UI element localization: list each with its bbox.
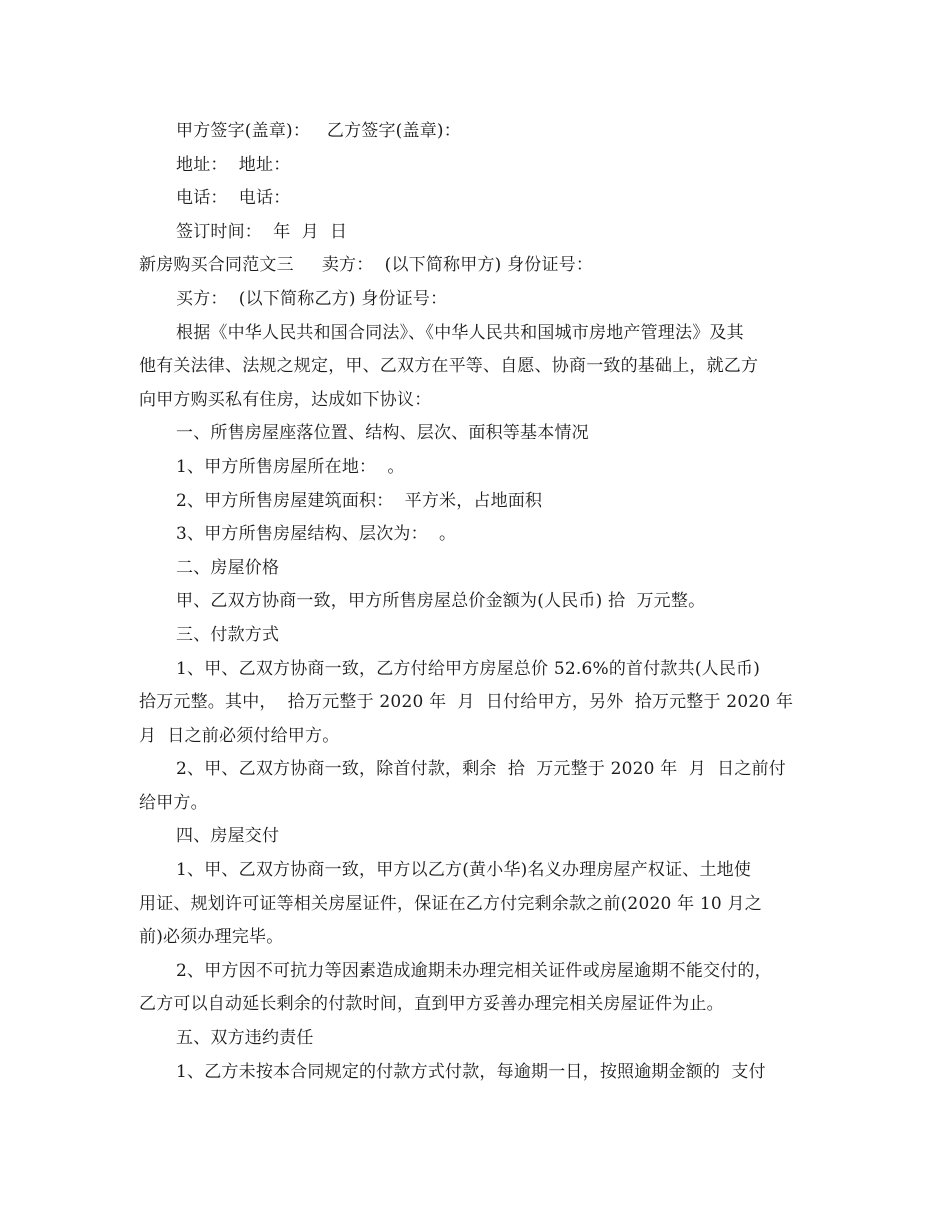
text-line: 3、甲方所售房屋结构、层次为： 。: [176, 524, 457, 545]
text-line: 根据《中华人民共和国合同法》、《中华人民共和国城市房地产管理法》及其: [176, 322, 744, 343]
section-heading: 五、双方违约责任: [176, 1028, 314, 1049]
text-line: 1、甲、乙双方协商一致，乙方付给甲方房屋总价 52.6%的首付款共(人民币): [176, 658, 761, 679]
text-line: 给甲方。: [139, 792, 208, 813]
text-line: 地址： 地址：: [176, 154, 291, 175]
text-line: 2、甲方所售房屋建筑面积： 平方米，占地面积: [176, 490, 543, 511]
text-line: 新房购买合同范文三 卖方： (以下简称甲方) 身份证号：: [139, 255, 594, 276]
text-line: 他有关法律、法规之规定，甲、乙双方在平等、自愿、协商一致的基础上，就乙方: [139, 356, 759, 377]
text-line: 1、甲方所售房屋所在地： 。: [176, 456, 405, 477]
section-heading: 四、房屋交付: [176, 826, 280, 847]
section-heading: 一、所售房屋座落位置、结构、层次、面积等基本情况: [176, 423, 589, 444]
text-line: 用证、规划许可证等相关房屋证件，保证在乙方付完剩余款之前(2020 年 10 月之: [139, 893, 762, 914]
text-line: 1、甲、乙双方协商一致，甲方以乙方(黄小华)名义办理房屋产权证、土地使: [176, 860, 752, 881]
text-line: 签订时间： 年 月 日: [176, 221, 348, 242]
text-line: 甲方签字(盖章)： 乙方签字(盖章)：: [176, 121, 461, 141]
section-heading: 三、付款方式: [176, 624, 280, 645]
text-line: 电话： 电话：: [176, 188, 291, 209]
document-body: [139, 115, 819, 1089]
text-line: 1、乙方未按本合同规定的付款方式付款，每逾期一日，按照逾期金额的 支付: [176, 1061, 766, 1082]
text-line: 买方： (以下简称乙方) 身份证号：: [176, 288, 448, 309]
text-line: 2、甲方因不可抗力等因素造成逾期未办理完相关证件或房屋逾期不能交付的，: [176, 960, 772, 981]
text-line: 月 日之前必须付给甲方。: [139, 725, 340, 746]
section-heading: 二、房屋价格: [176, 557, 280, 578]
text-line: 乙方可以自动延长剩余的付款时间，直到甲方妥善办理完相关房屋证件为止。: [139, 994, 724, 1015]
text-line: 2、甲、乙双方协商一致，除首付款，剩余 拾 万元整于 2020 年 月 日之前付: [176, 759, 786, 780]
text-line: 拾万元整。其中， 拾万元整于 2020 年 月 日付给甲方，另外 拾万元整于 2020 年: [139, 692, 794, 713]
text-line: 前)必须办理完毕。: [139, 927, 284, 948]
text-line: 甲、乙双方协商一致，甲方所售房屋总价金额为(人民币) 拾 万元整。: [176, 591, 706, 612]
text-line: 向甲方购买私有住房，达成如下协议：: [139, 389, 432, 410]
